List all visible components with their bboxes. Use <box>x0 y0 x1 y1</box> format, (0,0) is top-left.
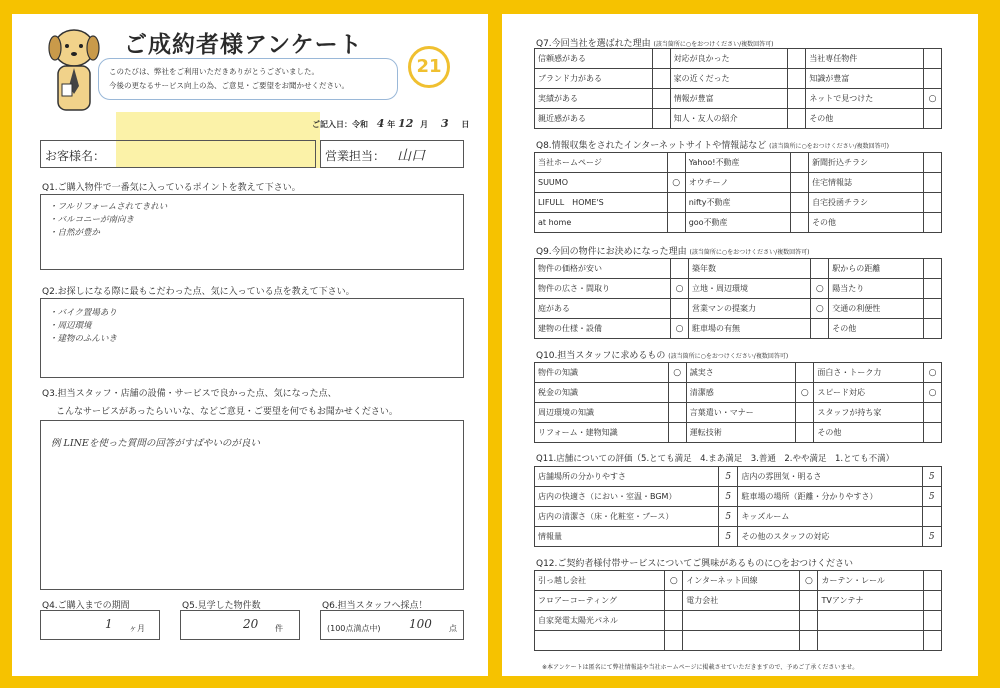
right-page <box>502 14 978 676</box>
sales-rep-field[interactable] <box>320 140 464 168</box>
option-label-cell: 実績がある <box>535 89 653 109</box>
answer-mark-cell[interactable]: ○ <box>924 363 942 383</box>
answer-mark-cell[interactable]: 5 <box>922 467 942 487</box>
q11-row <box>535 507 942 527</box>
q3-answer: 例 LINEを使った質問の回答がすばやいのが良い <box>51 438 260 449</box>
option-label-cell: 自家発電太陽光パネル <box>535 611 665 631</box>
q7-row <box>535 69 942 89</box>
answer-mark-cell[interactable] <box>924 69 942 89</box>
answer-mark-cell[interactable] <box>791 213 809 233</box>
date-year: 4 <box>376 117 385 130</box>
q7-table <box>534 48 942 129</box>
answer-mark-cell[interactable] <box>791 173 809 193</box>
answer-mark-cell[interactable]: ○ <box>667 173 685 193</box>
answer-mark-cell[interactable]: 5 <box>719 467 738 487</box>
q5-value: 20 <box>243 617 259 631</box>
q1-answer-box[interactable] <box>40 194 464 270</box>
option-label-cell: 立地・周辺環境 <box>689 279 811 299</box>
q2-answer-3: ・建物のふんいき <box>49 334 118 344</box>
q4-unit: ヶ月 <box>129 624 145 633</box>
q12-row <box>535 631 942 651</box>
q7-note: (該当箇所に○をおつけください/複数回答可) <box>653 41 774 48</box>
option-label-cell: ブランド力がある <box>535 69 653 89</box>
option-label-cell: 物件の広さ・間取り <box>535 279 671 299</box>
date-row <box>312 117 469 130</box>
answer-mark-cell[interactable]: ○ <box>811 279 829 299</box>
q11-table <box>534 466 942 547</box>
answer-mark-cell[interactable] <box>924 319 942 339</box>
answer-mark-cell[interactable] <box>924 213 942 233</box>
q3-label-line-1: Q3.担当スタッフ・店舗の設備・サービスで良かった点、気になった点、 <box>42 389 337 399</box>
answer-mark-cell[interactable] <box>924 193 942 213</box>
q10-row <box>535 403 942 423</box>
q12-row <box>535 611 942 631</box>
century21-logo: 21 <box>408 46 450 88</box>
q6-answer-box[interactable] <box>320 610 464 640</box>
answer-mark-cell[interactable] <box>668 423 686 443</box>
q2-answer-list <box>49 307 117 346</box>
survey-title: ご成約者様アンケート <box>124 32 363 58</box>
q10-row <box>535 383 942 403</box>
month-unit: 月 <box>420 120 429 129</box>
answer-mark-cell[interactable]: ○ <box>800 571 818 591</box>
answer-mark-cell[interactable] <box>811 319 829 339</box>
q1-answer-list <box>49 201 167 240</box>
answer-mark-cell[interactable] <box>652 109 670 129</box>
answer-mark-cell[interactable] <box>788 89 806 109</box>
q12-table <box>534 570 942 651</box>
answer-mark-cell[interactable]: ○ <box>668 363 686 383</box>
option-label-cell <box>818 611 924 631</box>
mascot-dog-icon <box>42 24 106 116</box>
option-label-cell: その他 <box>814 423 924 443</box>
option-label-cell: スタッフが持ち家 <box>814 403 924 423</box>
option-label-cell: 建物の仕様・設備 <box>535 319 671 339</box>
answer-mark-cell[interactable] <box>924 631 942 651</box>
q1-answer-1: ・フルリフォームされてきれい <box>49 202 168 212</box>
q2-answer-2: ・周辺環境 <box>49 321 92 331</box>
option-label-cell: 庭がある <box>535 299 671 319</box>
option-label-cell: 家の近くだった <box>670 69 788 89</box>
answer-mark-cell[interactable] <box>791 153 809 173</box>
option-label-cell: ネットで見つけた <box>806 89 924 109</box>
answer-mark-cell[interactable] <box>811 259 829 279</box>
sales-name: 山口 <box>397 148 425 164</box>
option-label-cell: 信頼感がある <box>535 49 653 69</box>
q1-answer-3: ・自然が豊か <box>49 228 101 238</box>
option-label-cell: 親近感がある <box>535 109 653 129</box>
day-unit: 日 <box>461 120 470 129</box>
q9-row <box>535 279 942 299</box>
option-label-cell: 対応が良かった <box>670 49 788 69</box>
option-label-cell: その他のスタッフの対応 <box>738 527 922 547</box>
option-label-cell: 情報が豊富 <box>670 89 788 109</box>
date-month: 12 <box>398 117 414 130</box>
q12-title: Q12.ご契約者様付帯サービスについてご興味があるものに○をおつけください <box>536 559 853 569</box>
q1-answer-2: ・バルコニーが南向き <box>49 215 135 225</box>
q8-row <box>535 213 942 233</box>
q7-row <box>535 109 942 129</box>
answer-mark-cell[interactable] <box>652 69 670 89</box>
left-page <box>12 14 488 676</box>
answer-mark-cell[interactable] <box>924 611 942 631</box>
option-label-cell: LIFULL HOME'S <box>535 193 668 213</box>
answer-mark-cell[interactable] <box>788 49 806 69</box>
greeting-line-1: このたびは、弊社をご利用いただきありがとうございました。 <box>109 67 319 76</box>
answer-mark-cell[interactable] <box>668 383 686 403</box>
answer-mark-cell[interactable]: 5 <box>922 527 942 547</box>
q12-row <box>535 571 942 591</box>
customer-label: お客様名： <box>45 149 106 163</box>
q8-note: (該当箇所に○をおつけください/複数回答可) <box>769 143 889 150</box>
option-label-cell: 周辺環境の知識 <box>535 403 669 423</box>
option-label-cell: キッズルーム <box>738 507 922 527</box>
option-label-cell: 店舗場所の分かりやすさ <box>535 467 719 487</box>
answer-mark-cell[interactable]: 5 <box>719 507 738 527</box>
q9-row <box>535 319 942 339</box>
answer-mark-cell[interactable] <box>652 89 670 109</box>
option-label-cell: 築年数 <box>689 259 811 279</box>
option-label-cell: 当社専任物件 <box>806 49 924 69</box>
option-label-cell: リフォーム・建物知識 <box>535 423 669 443</box>
q8-row <box>535 153 942 173</box>
option-label-cell: 言葉遣い・マナー <box>686 403 796 423</box>
answer-mark-cell[interactable] <box>665 591 683 611</box>
q10-table <box>534 362 942 443</box>
answer-mark-cell[interactable]: ○ <box>665 571 683 591</box>
option-label-cell: 店内の雰囲気・明るさ <box>738 467 922 487</box>
q6-label: Q6.担当スタッフへ採点！ <box>322 601 428 611</box>
option-label-cell: その他 <box>829 319 924 339</box>
q10-title-text: Q10.担当スタッフに求めるもの <box>536 351 666 361</box>
q10-row <box>535 423 942 443</box>
date-day: 3 <box>440 117 449 130</box>
option-label-cell <box>683 611 800 631</box>
option-label-cell: at home <box>535 213 668 233</box>
answer-mark-cell[interactable] <box>922 507 942 527</box>
option-label-cell: Yahoo!不動産 <box>685 153 790 173</box>
option-label-cell: 店内の快適さ（におい・室温・BGM） <box>535 487 719 507</box>
q8-title <box>536 138 889 151</box>
answer-mark-cell[interactable] <box>924 423 942 443</box>
answer-mark-cell[interactable] <box>652 49 670 69</box>
q7-row <box>535 89 942 109</box>
answer-mark-cell[interactable] <box>924 259 942 279</box>
q4-label: Q4.ご購入までの期間 <box>42 601 130 611</box>
answer-mark-cell[interactable]: ○ <box>924 383 942 403</box>
q10-title <box>536 348 788 361</box>
answer-mark-cell[interactable]: ○ <box>796 383 814 403</box>
answer-mark-cell[interactable] <box>924 279 942 299</box>
answer-mark-cell[interactable]: 5 <box>719 527 738 547</box>
q6-value: 100 <box>409 617 432 631</box>
q8-row <box>535 173 942 193</box>
option-label-cell: 新聞折込チラシ <box>809 153 924 173</box>
option-label-cell: 物件の価格が安い <box>535 259 671 279</box>
option-label-cell: 電力会社 <box>683 591 800 611</box>
answer-mark-cell[interactable]: ○ <box>671 319 689 339</box>
greeting-line-2: 今後の更なるサービス向上の為、ご意見・ご要望をお聞かせください。 <box>109 81 349 90</box>
option-label-cell: 清潔感 <box>686 383 796 403</box>
q11-row <box>535 467 942 487</box>
q4-value: 1 <box>105 617 113 631</box>
answer-mark-cell[interactable] <box>924 299 942 319</box>
option-label-cell: 駅からの距離 <box>829 259 924 279</box>
answer-mark-cell[interactable] <box>800 631 818 651</box>
option-label-cell: 住宅情報誌 <box>809 173 924 193</box>
answer-mark-cell[interactable] <box>924 153 942 173</box>
answer-mark-cell[interactable] <box>791 193 809 213</box>
answer-mark-cell[interactable] <box>800 611 818 631</box>
q10-row <box>535 363 942 383</box>
option-label-cell: SUUMO <box>535 173 668 193</box>
q6-note: (100点満点中) <box>327 624 381 633</box>
q12-row <box>535 591 942 611</box>
answer-mark-cell[interactable] <box>924 403 942 423</box>
option-label-cell: 物件の知識 <box>535 363 669 383</box>
option-label-cell: その他 <box>806 109 924 129</box>
option-label-cell <box>818 631 924 651</box>
option-label-cell: インターネット回線 <box>683 571 800 591</box>
footer-note: ※本アンケートは匿名にて弊社情報誌や当社ホームページに掲載させていただきますので、予めご了承くださいませ。 <box>542 664 859 671</box>
sales-label: 営業担当： <box>325 149 386 163</box>
answer-mark-cell[interactable] <box>665 631 683 651</box>
option-label-cell: 引っ越し会社 <box>535 571 665 591</box>
answer-mark-cell[interactable] <box>924 571 942 591</box>
option-label-cell: 知識が豊富 <box>806 69 924 89</box>
answer-mark-cell[interactable] <box>924 173 942 193</box>
q7-row <box>535 49 942 69</box>
q9-note: (該当箇所に○をおつけください/複数回答可) <box>689 249 810 256</box>
greeting-bubble <box>98 58 398 100</box>
q5-unit: 件 <box>275 624 283 633</box>
option-label-cell: 誠実さ <box>686 363 796 383</box>
option-label-cell: オウチーノ <box>685 173 790 193</box>
q5-answer-box[interactable] <box>180 610 300 640</box>
answer-mark-cell[interactable] <box>924 109 942 129</box>
q9-title-text: Q9.今回の物件にお決めになった理由 <box>536 247 687 257</box>
answer-mark-cell[interactable] <box>665 611 683 631</box>
q9-row <box>535 299 942 319</box>
answer-mark-cell[interactable] <box>924 591 942 611</box>
q2-answer-1: ・バイク置場あり <box>49 308 117 318</box>
option-label-cell: goo不動産 <box>685 213 790 233</box>
option-label-cell: その他 <box>809 213 924 233</box>
answer-mark-cell[interactable]: 5 <box>719 487 738 507</box>
answer-mark-cell[interactable] <box>667 153 685 173</box>
answer-mark-cell[interactable] <box>671 299 689 319</box>
q5-label: Q5.見学した物件数 <box>182 601 261 611</box>
option-label-cell: カーテン・レール <box>818 571 924 591</box>
customer-name-field[interactable] <box>40 140 316 168</box>
q2-label: Q2.お探しになる際に最もこだわった点、気に入っている点を教えて下さい。 <box>42 287 355 297</box>
answer-mark-cell[interactable]: ○ <box>924 89 942 109</box>
q8-row <box>535 193 942 213</box>
q8-title-text: Q8.情報収集をされたインターネットサイトや情報誌など <box>536 141 767 151</box>
answer-mark-cell[interactable] <box>796 363 814 383</box>
option-label-cell <box>535 631 665 651</box>
answer-mark-cell[interactable] <box>668 403 686 423</box>
q9-table <box>534 258 942 339</box>
q4-answer-box[interactable] <box>40 610 160 640</box>
option-label-cell: 面白さ・トーク力 <box>814 363 924 383</box>
option-label-cell: 運転技術 <box>686 423 796 443</box>
q11-row <box>535 487 942 507</box>
option-label-cell <box>683 631 800 651</box>
option-label-cell: 駐車場の有無 <box>689 319 811 339</box>
q11-row <box>535 527 942 547</box>
answer-mark-cell[interactable] <box>796 423 814 443</box>
answer-mark-cell[interactable] <box>800 591 818 611</box>
option-label-cell: 税金の知識 <box>535 383 669 403</box>
date-label: ご記入日：令和 <box>312 120 368 129</box>
q9-row <box>535 259 942 279</box>
answer-mark-cell[interactable] <box>796 403 814 423</box>
option-label-cell: 陽当たり <box>829 279 924 299</box>
answer-mark-cell[interactable] <box>667 213 685 233</box>
option-label-cell: 自宅投函チラシ <box>809 193 924 213</box>
q1-label: Q1.ご購入物件で一番気に入っているポイントを教えて下さい。 <box>42 183 301 193</box>
answer-mark-cell[interactable] <box>788 109 806 129</box>
q2-answer-box[interactable] <box>40 298 464 378</box>
answer-mark-cell[interactable]: 5 <box>922 487 942 507</box>
year-unit: 年 <box>387 120 396 129</box>
q11-title: Q11.店舗についての評価（5.とても満足 4.まあ満足 3.普通 2.やや満足 1.とても不満） <box>536 454 895 464</box>
answer-mark-cell[interactable] <box>667 193 685 213</box>
option-label-cell: 知人・友人の紹介 <box>670 109 788 129</box>
answer-mark-cell[interactable] <box>924 49 942 69</box>
q8-table <box>534 152 942 233</box>
option-label-cell: スピード対応 <box>814 383 924 403</box>
answer-mark-cell[interactable]: ○ <box>671 279 689 299</box>
option-label-cell: 店内の清潔さ（床・化粧室・ブース） <box>535 507 719 527</box>
option-label-cell: 交通の利便性 <box>829 299 924 319</box>
option-label-cell: 営業マンの提案力 <box>689 299 811 319</box>
answer-mark-cell[interactable]: ○ <box>811 299 829 319</box>
option-label-cell: 情報量 <box>535 527 719 547</box>
q3-label-line-2: こんなサービスがあったらいいな、などご意見・ご要望を何でもお聞かせください。 <box>56 407 398 417</box>
answer-mark-cell[interactable] <box>671 259 689 279</box>
q10-note: (該当箇所に○をおつけください/複数回答可) <box>668 353 789 360</box>
option-label-cell: 駐車場の場所（距離・分かりやすさ） <box>738 487 922 507</box>
q7-title-text: Q7.今回当社を選ばれた理由 <box>536 39 651 49</box>
q9-title <box>536 244 809 257</box>
answer-mark-cell[interactable] <box>788 69 806 89</box>
q6-unit: 点 <box>449 624 457 633</box>
q3-answer-box[interactable] <box>40 420 464 590</box>
option-label-cell: フロアーコーティング <box>535 591 665 611</box>
option-label-cell: TVアンテナ <box>818 591 924 611</box>
option-label-cell: nifty不動産 <box>685 193 790 213</box>
option-label-cell: 当社ホームページ <box>535 153 668 173</box>
